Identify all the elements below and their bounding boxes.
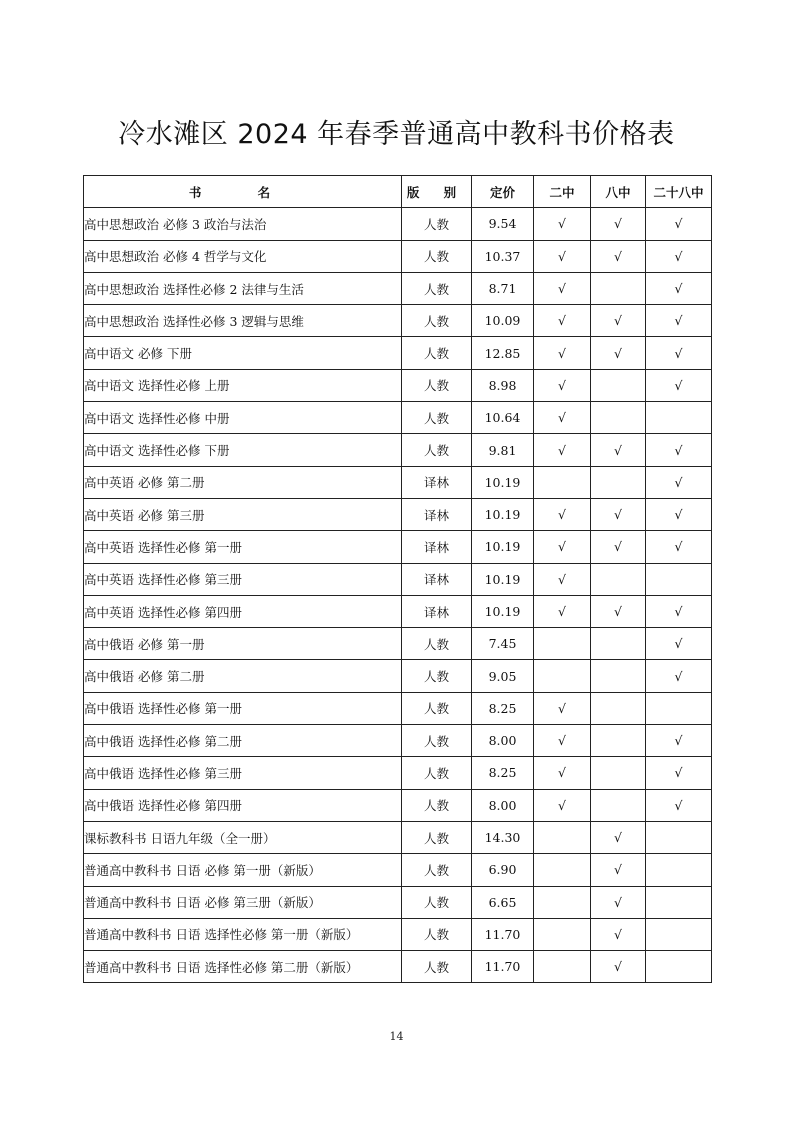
bazhong-check-cell: √ <box>591 918 646 950</box>
publisher-cell: 人教 <box>402 337 472 369</box>
ershibazhong-check-cell: √ <box>646 466 712 498</box>
table-row <box>84 854 712 886</box>
header-publisher: 版 别 <box>402 176 472 208</box>
publisher-cell: 译林 <box>402 563 472 595</box>
bazhong-check-cell: √ <box>591 434 646 466</box>
table-row <box>84 789 712 821</box>
publisher-cell: 人教 <box>402 369 472 401</box>
ershibazhong-check-cell: √ <box>646 208 712 240</box>
bazhong-check-cell <box>591 369 646 401</box>
publisher-cell: 人教 <box>402 272 472 304</box>
erzhong-check-cell: √ <box>534 757 591 789</box>
ershibazhong-check-cell: √ <box>646 757 712 789</box>
book-name-cell: 高中思想政治 必修 3 政治与法治 <box>84 208 402 240</box>
header-school-ershibazhong: 二十八中 <box>646 176 712 208</box>
bazhong-check-cell <box>591 563 646 595</box>
publisher-cell: 译林 <box>402 531 472 563</box>
publisher-cell: 人教 <box>402 886 472 918</box>
price-cell: 12.85 <box>472 337 534 369</box>
publisher-cell: 译林 <box>402 595 472 627</box>
erzhong-check-cell: √ <box>534 402 591 434</box>
book-name-cell: 高中英语 选择性必修 第三册 <box>84 563 402 595</box>
table-row <box>84 208 712 240</box>
book-name-cell: 高中语文 必修 下册 <box>84 337 402 369</box>
table-row <box>84 757 712 789</box>
textbook-price-table <box>83 175 712 983</box>
bazhong-check-cell: √ <box>591 854 646 886</box>
publisher-cell: 人教 <box>402 208 472 240</box>
price-cell: 11.70 <box>472 951 534 983</box>
book-name-cell: 高中英语 选择性必修 第四册 <box>84 595 402 627</box>
price-cell: 8.00 <box>472 725 534 757</box>
table-row <box>84 369 712 401</box>
book-name-cell: 高中俄语 选择性必修 第一册 <box>84 692 402 724</box>
page-number: 14 <box>389 1030 404 1043</box>
price-cell: 8.25 <box>472 757 534 789</box>
bazhong-check-cell <box>591 725 646 757</box>
ershibazhong-check-cell <box>646 692 712 724</box>
book-name-cell: 普通高中教科书 日语 必修 第三册（新版） <box>84 886 402 918</box>
table-row <box>84 918 712 950</box>
book-name-cell: 高中语文 选择性必修 中册 <box>84 402 402 434</box>
erzhong-check-cell <box>534 821 591 853</box>
bazhong-check-cell <box>591 660 646 692</box>
table-row <box>84 434 712 466</box>
erzhong-check-cell: √ <box>534 531 591 563</box>
book-name-cell: 高中思想政治 选择性必修 3 逻辑与思维 <box>84 305 402 337</box>
ershibazhong-check-cell: √ <box>646 595 712 627</box>
ershibazhong-check-cell <box>646 854 712 886</box>
bazhong-check-cell: √ <box>591 240 646 272</box>
book-name-cell: 高中语文 选择性必修 下册 <box>84 434 402 466</box>
book-name-cell: 高中思想政治 必修 4 哲学与文化 <box>84 240 402 272</box>
book-name-cell: 高中俄语 必修 第二册 <box>84 660 402 692</box>
publisher-cell: 人教 <box>402 660 472 692</box>
ershibazhong-check-cell <box>646 951 712 983</box>
erzhong-check-cell <box>534 854 591 886</box>
bazhong-check-cell: √ <box>591 498 646 530</box>
bazhong-check-cell <box>591 402 646 434</box>
book-name-cell: 高中英语 必修 第二册 <box>84 466 402 498</box>
table-row <box>84 660 712 692</box>
ershibazhong-check-cell: √ <box>646 305 712 337</box>
price-cell: 6.65 <box>472 886 534 918</box>
price-cell: 7.45 <box>472 628 534 660</box>
price-cell: 8.25 <box>472 692 534 724</box>
book-name-cell: 高中英语 必修 第三册 <box>84 498 402 530</box>
bazhong-check-cell <box>591 757 646 789</box>
erzhong-check-cell <box>534 886 591 918</box>
book-name-cell: 课标教科书 日语九年级（全一册） <box>84 821 402 853</box>
table-row <box>84 595 712 627</box>
price-cell: 10.37 <box>472 240 534 272</box>
erzhong-check-cell: √ <box>534 434 591 466</box>
table-row <box>84 466 712 498</box>
erzhong-check-cell: √ <box>534 498 591 530</box>
erzhong-check-cell: √ <box>534 789 591 821</box>
publisher-cell: 人教 <box>402 240 472 272</box>
table-row <box>84 821 712 853</box>
publisher-cell: 人教 <box>402 789 472 821</box>
table-row <box>84 692 712 724</box>
book-name-cell: 高中思想政治 选择性必修 2 法律与生活 <box>84 272 402 304</box>
ershibazhong-check-cell: √ <box>646 434 712 466</box>
table-row <box>84 498 712 530</box>
bazhong-check-cell: √ <box>591 951 646 983</box>
erzhong-check-cell: √ <box>534 208 591 240</box>
erzhong-check-cell: √ <box>534 563 591 595</box>
price-cell: 10.19 <box>472 595 534 627</box>
publisher-cell: 人教 <box>402 434 472 466</box>
table-row <box>84 337 712 369</box>
price-cell: 9.54 <box>472 208 534 240</box>
bazhong-check-cell <box>591 272 646 304</box>
ershibazhong-check-cell: √ <box>646 789 712 821</box>
erzhong-check-cell: √ <box>534 305 591 337</box>
price-cell: 8.00 <box>472 789 534 821</box>
table-row <box>84 240 712 272</box>
ershibazhong-check-cell <box>646 402 712 434</box>
table-row <box>84 951 712 983</box>
table-row <box>84 402 712 434</box>
book-name-cell: 高中语文 选择性必修 上册 <box>84 369 402 401</box>
table-row <box>84 886 712 918</box>
erzhong-check-cell: √ <box>534 692 591 724</box>
price-cell: 11.70 <box>472 918 534 950</box>
ershibazhong-check-cell <box>646 821 712 853</box>
book-name-cell: 高中俄语 选择性必修 第三册 <box>84 757 402 789</box>
publisher-cell: 人教 <box>402 692 472 724</box>
price-cell: 9.05 <box>472 660 534 692</box>
erzhong-check-cell: √ <box>534 595 591 627</box>
bazhong-check-cell: √ <box>591 305 646 337</box>
publisher-cell: 人教 <box>402 402 472 434</box>
ershibazhong-check-cell: √ <box>646 725 712 757</box>
book-name-cell: 高中俄语 选择性必修 第二册 <box>84 725 402 757</box>
erzhong-check-cell: √ <box>534 272 591 304</box>
erzhong-check-cell <box>534 660 591 692</box>
book-name-cell: 高中俄语 选择性必修 第四册 <box>84 789 402 821</box>
ershibazhong-check-cell: √ <box>646 240 712 272</box>
price-cell: 9.81 <box>472 434 534 466</box>
table-row <box>84 531 712 563</box>
bazhong-check-cell: √ <box>591 821 646 853</box>
header-school-bazhong: 八中 <box>591 176 646 208</box>
publisher-cell: 人教 <box>402 951 472 983</box>
ershibazhong-check-cell: √ <box>646 369 712 401</box>
table-row <box>84 725 712 757</box>
book-name-cell: 高中英语 选择性必修 第一册 <box>84 531 402 563</box>
price-cell: 14.30 <box>472 821 534 853</box>
price-cell: 6.90 <box>472 854 534 886</box>
table-row <box>84 628 712 660</box>
ershibazhong-check-cell <box>646 918 712 950</box>
header-price: 定价 <box>472 176 534 208</box>
erzhong-check-cell: √ <box>534 240 591 272</box>
bazhong-check-cell <box>591 692 646 724</box>
bazhong-check-cell: √ <box>591 531 646 563</box>
ershibazhong-check-cell: √ <box>646 660 712 692</box>
ershibazhong-check-cell: √ <box>646 272 712 304</box>
ershibazhong-check-cell <box>646 886 712 918</box>
bazhong-check-cell: √ <box>591 337 646 369</box>
table-header-row <box>84 176 712 208</box>
bazhong-check-cell <box>591 466 646 498</box>
book-name-cell: 普通高中教科书 日语 选择性必修 第二册（新版） <box>84 951 402 983</box>
book-name-cell: 高中俄语 必修 第一册 <box>84 628 402 660</box>
price-cell: 10.19 <box>472 498 534 530</box>
price-cell: 8.71 <box>472 272 534 304</box>
table-row <box>84 563 712 595</box>
erzhong-check-cell: √ <box>534 369 591 401</box>
publisher-cell: 人教 <box>402 628 472 660</box>
erzhong-check-cell <box>534 951 591 983</box>
table-body <box>84 208 712 983</box>
erzhong-check-cell <box>534 918 591 950</box>
ershibazhong-check-cell: √ <box>646 498 712 530</box>
book-name-cell: 普通高中教科书 日语 必修 第一册（新版） <box>84 854 402 886</box>
publisher-cell: 人教 <box>402 305 472 337</box>
bazhong-check-cell: √ <box>591 595 646 627</box>
bazhong-check-cell: √ <box>591 886 646 918</box>
table-row <box>84 272 712 304</box>
ershibazhong-check-cell: √ <box>646 531 712 563</box>
price-cell: 8.98 <box>472 369 534 401</box>
header-school-erzhong: 二中 <box>534 176 591 208</box>
price-cell: 10.19 <box>472 531 534 563</box>
erzhong-check-cell <box>534 466 591 498</box>
erzhong-check-cell <box>534 628 591 660</box>
ershibazhong-check-cell <box>646 563 712 595</box>
publisher-cell: 译林 <box>402 466 472 498</box>
price-cell: 10.64 <box>472 402 534 434</box>
price-cell: 10.19 <box>472 563 534 595</box>
publisher-cell: 人教 <box>402 918 472 950</box>
erzhong-check-cell: √ <box>534 725 591 757</box>
table-row <box>84 305 712 337</box>
bazhong-check-cell: √ <box>591 208 646 240</box>
ershibazhong-check-cell: √ <box>646 337 712 369</box>
bazhong-check-cell <box>591 628 646 660</box>
price-cell: 10.09 <box>472 305 534 337</box>
book-name-cell: 普通高中教科书 日语 选择性必修 第一册（新版） <box>84 918 402 950</box>
publisher-cell: 人教 <box>402 821 472 853</box>
publisher-cell: 人教 <box>402 854 472 886</box>
bazhong-check-cell <box>591 789 646 821</box>
ershibazhong-check-cell: √ <box>646 628 712 660</box>
publisher-cell: 译林 <box>402 498 472 530</box>
price-cell: 10.19 <box>472 466 534 498</box>
publisher-cell: 人教 <box>402 725 472 757</box>
page-title: 冷水滩区 2024 年春季普通高中教科书价格表 <box>118 119 675 150</box>
publisher-cell: 人教 <box>402 757 472 789</box>
header-book-name: 书 名 <box>84 176 402 208</box>
erzhong-check-cell: √ <box>534 337 591 369</box>
